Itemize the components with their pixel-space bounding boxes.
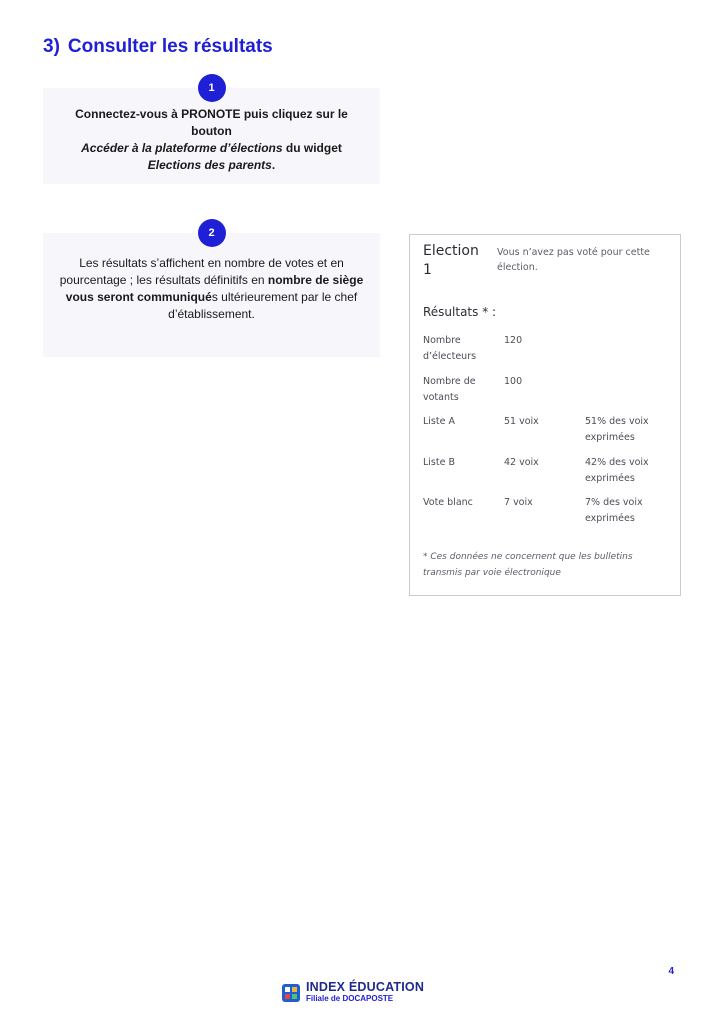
result-percentage: 51% des voix exprimées: [585, 416, 649, 443]
step-1-mid: du widget: [282, 141, 342, 155]
index-education-logo-icon: [282, 984, 300, 1002]
step-2-card: [43, 226, 380, 357]
result-percentage: 7% des voix exprimées: [585, 497, 643, 524]
step-1-badge: 1: [198, 74, 226, 102]
step-2-text-part1: Les résultats s’affichent en nombre de votes et en pourcentage ; les résultats définitifs en: [59, 256, 344, 287]
result-label: Liste B: [423, 457, 455, 468]
page-number: 4: [668, 966, 674, 977]
result-count: 51 voix: [504, 416, 539, 427]
section-title-text: Consulter les résultats: [67, 36, 273, 57]
section-title: [43, 36, 273, 58]
step-1-instruction: Connectez-vous à PRONOTE puis cliquez sur le bouton: [75, 107, 348, 138]
step-2-badge: 2: [198, 219, 226, 247]
step-2-text-part2: s ultérieurement par le chef d’établissement.: [168, 290, 358, 321]
vote-status: Vous n’avez pas voté pour cette élection.: [497, 247, 650, 273]
result-label: Liste A: [423, 416, 455, 427]
section-number: 3): [43, 36, 60, 57]
logo-brand-name: INDEX ÉDUCATION: [306, 980, 425, 994]
platform-button-name: Accéder à la plateforme d’élections: [81, 141, 283, 155]
step-2-bold-text: nombre de siège vous seront communiqué: [65, 273, 364, 304]
result-label: Nombre d’électeurs: [423, 335, 477, 362]
widget-name: Elections des parents: [147, 158, 272, 172]
results-heading: Résultats * :: [423, 305, 497, 319]
result-count: 7 voix: [504, 497, 533, 508]
results-footnote: * Ces données ne concernent que les bulletins transmis par voie électronique: [423, 552, 633, 578]
result-label: Vote blanc: [423, 497, 473, 508]
result-percentage: 42% des voix exprimées: [585, 457, 649, 484]
result-count: 42 voix: [504, 457, 539, 468]
result-count: 100: [504, 376, 523, 387]
election-results-panel: [409, 234, 681, 596]
step-1-card: [43, 81, 380, 184]
election-title: Election 1: [423, 243, 479, 278]
index-education-logo: [282, 982, 424, 1004]
result-count: 120: [504, 335, 523, 346]
result-label: Nombre de votants: [423, 376, 476, 403]
step-1-end: .: [271, 158, 276, 172]
logo-subtitle: Filiale de DOCAPOSTE: [306, 994, 394, 1003]
